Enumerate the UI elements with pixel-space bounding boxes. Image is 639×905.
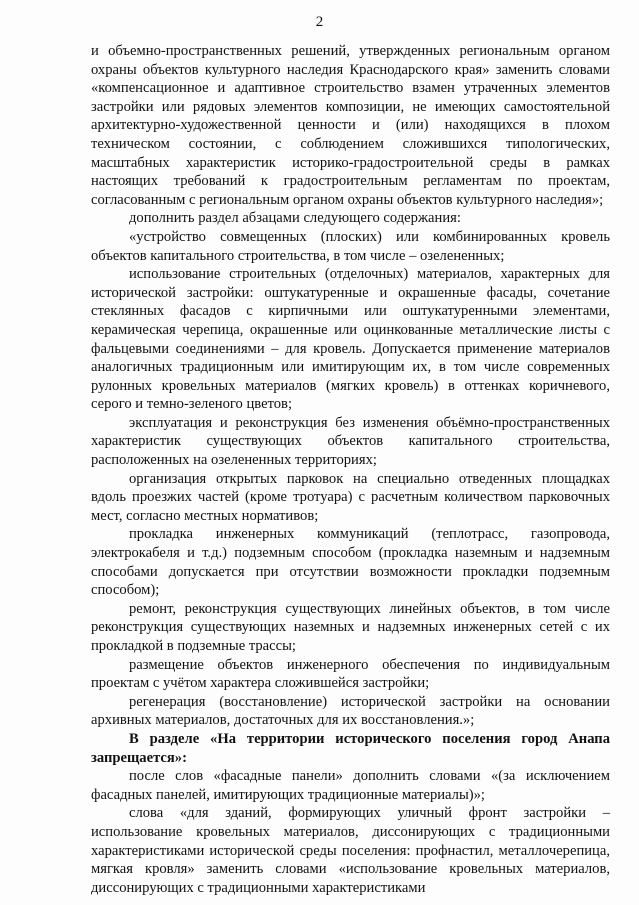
paragraph: ремонт, реконструкция существующих линейных объектов, в том числе реконструкция существующих наземных и надземных инженерных сетей с их прокладкой в подземные трассы; — [91, 600, 610, 654]
paragraph: регенерация (восстановление) исторической застройки на основании архивных материалов, достаточных для их восстановления.»; — [91, 693, 610, 729]
paragraph: «устройство совмещенных (плоских) или комбинированных кровель объектов капитального строительства, в том числе – озелененных; — [91, 228, 610, 264]
paragraph: эксплуатация и реконструкция без изменения объёмно-пространственных характеристик существующих объектов капитального строительства, расположенных на озелененных территориях; — [91, 414, 610, 469]
paragraph: и объемно-пространственных решений, утвержденных региональным органом охраны объектов культурного наследия Краснодарского края» заменить словами «компенсационное и адаптивное строительство взамен утраченных элементов застройки или рядовых элементов композиции, не имеющих самостоятельной архитектурно-художественной ценности и (или) находящихся в плохом техническом состоянии, с соблюдением сложившихся типологических, масштабных характеристик историко-градостроительной среды в рамках настоящих требований к градостроительным регламентам по проектам, согласованным с региональным органом охраны объектов культурного наследия»; — [91, 43, 610, 208]
paragraph: В разделе «На территории исторического поселения город Анапа запрещается»: — [91, 730, 610, 766]
paragraph: дополнить раздел абзацами следующего содержания: — [129, 210, 461, 227]
page-number: 2 — [315, 14, 324, 30]
paragraph: прокладка инженерных коммуникаций (теплотрасс, газопровода, электрокабеля и т.д.) подземным способом (прокладка наземным и надземным способами допускается при отсутствии возможности прокладки подземным способом); — [91, 526, 610, 599]
paragraph: использование строительных (отделочных) материалов, характерных для исторической застройки: оштукатуренные и окрашенные фасады, сочетание стеклянных фасадов с кирпичными или оштукатуренными элементами, керамическая черепица, окрашенные или оцинкованные металлические листы с фальцевыми соединениями – для кровель. Допускается применение материалов аналогичных традиционным или имитирующим их, в том числе современных рулонных кровельных материалов (мягких кровель) в оттенках коричневого, серого и темно-зеленого цветов; — [91, 266, 610, 413]
document-body — [91, 42, 610, 897]
paragraph: после слов «фасадные панели» дополнить словами «(за исключением фасадных панелей, имитирующих традиционные материалы)»; — [91, 768, 610, 803]
paragraph: организация открытых парковок на специально отведенных площадках вдоль проезжих частей (кроме тротуара) с расчетным количеством парковочных мест, согласно местных нормативов; — [91, 470, 610, 524]
paragraph: слова «для зданий, формирующих уличный фронт застройки – использование кровельных материалов, диссонирующих с традиционными характеристиками исторической среды поселения: профнастил, металлочерепица, мягкая кровля» заменить словами «использование кровельных материалов, диссонирующих с традиционными характеристиками — [91, 805, 610, 896]
paragraph: размещение объектов инженерного обеспечения по индивидуальным проектам с учётом характера сложившейся застройки; — [91, 656, 610, 692]
